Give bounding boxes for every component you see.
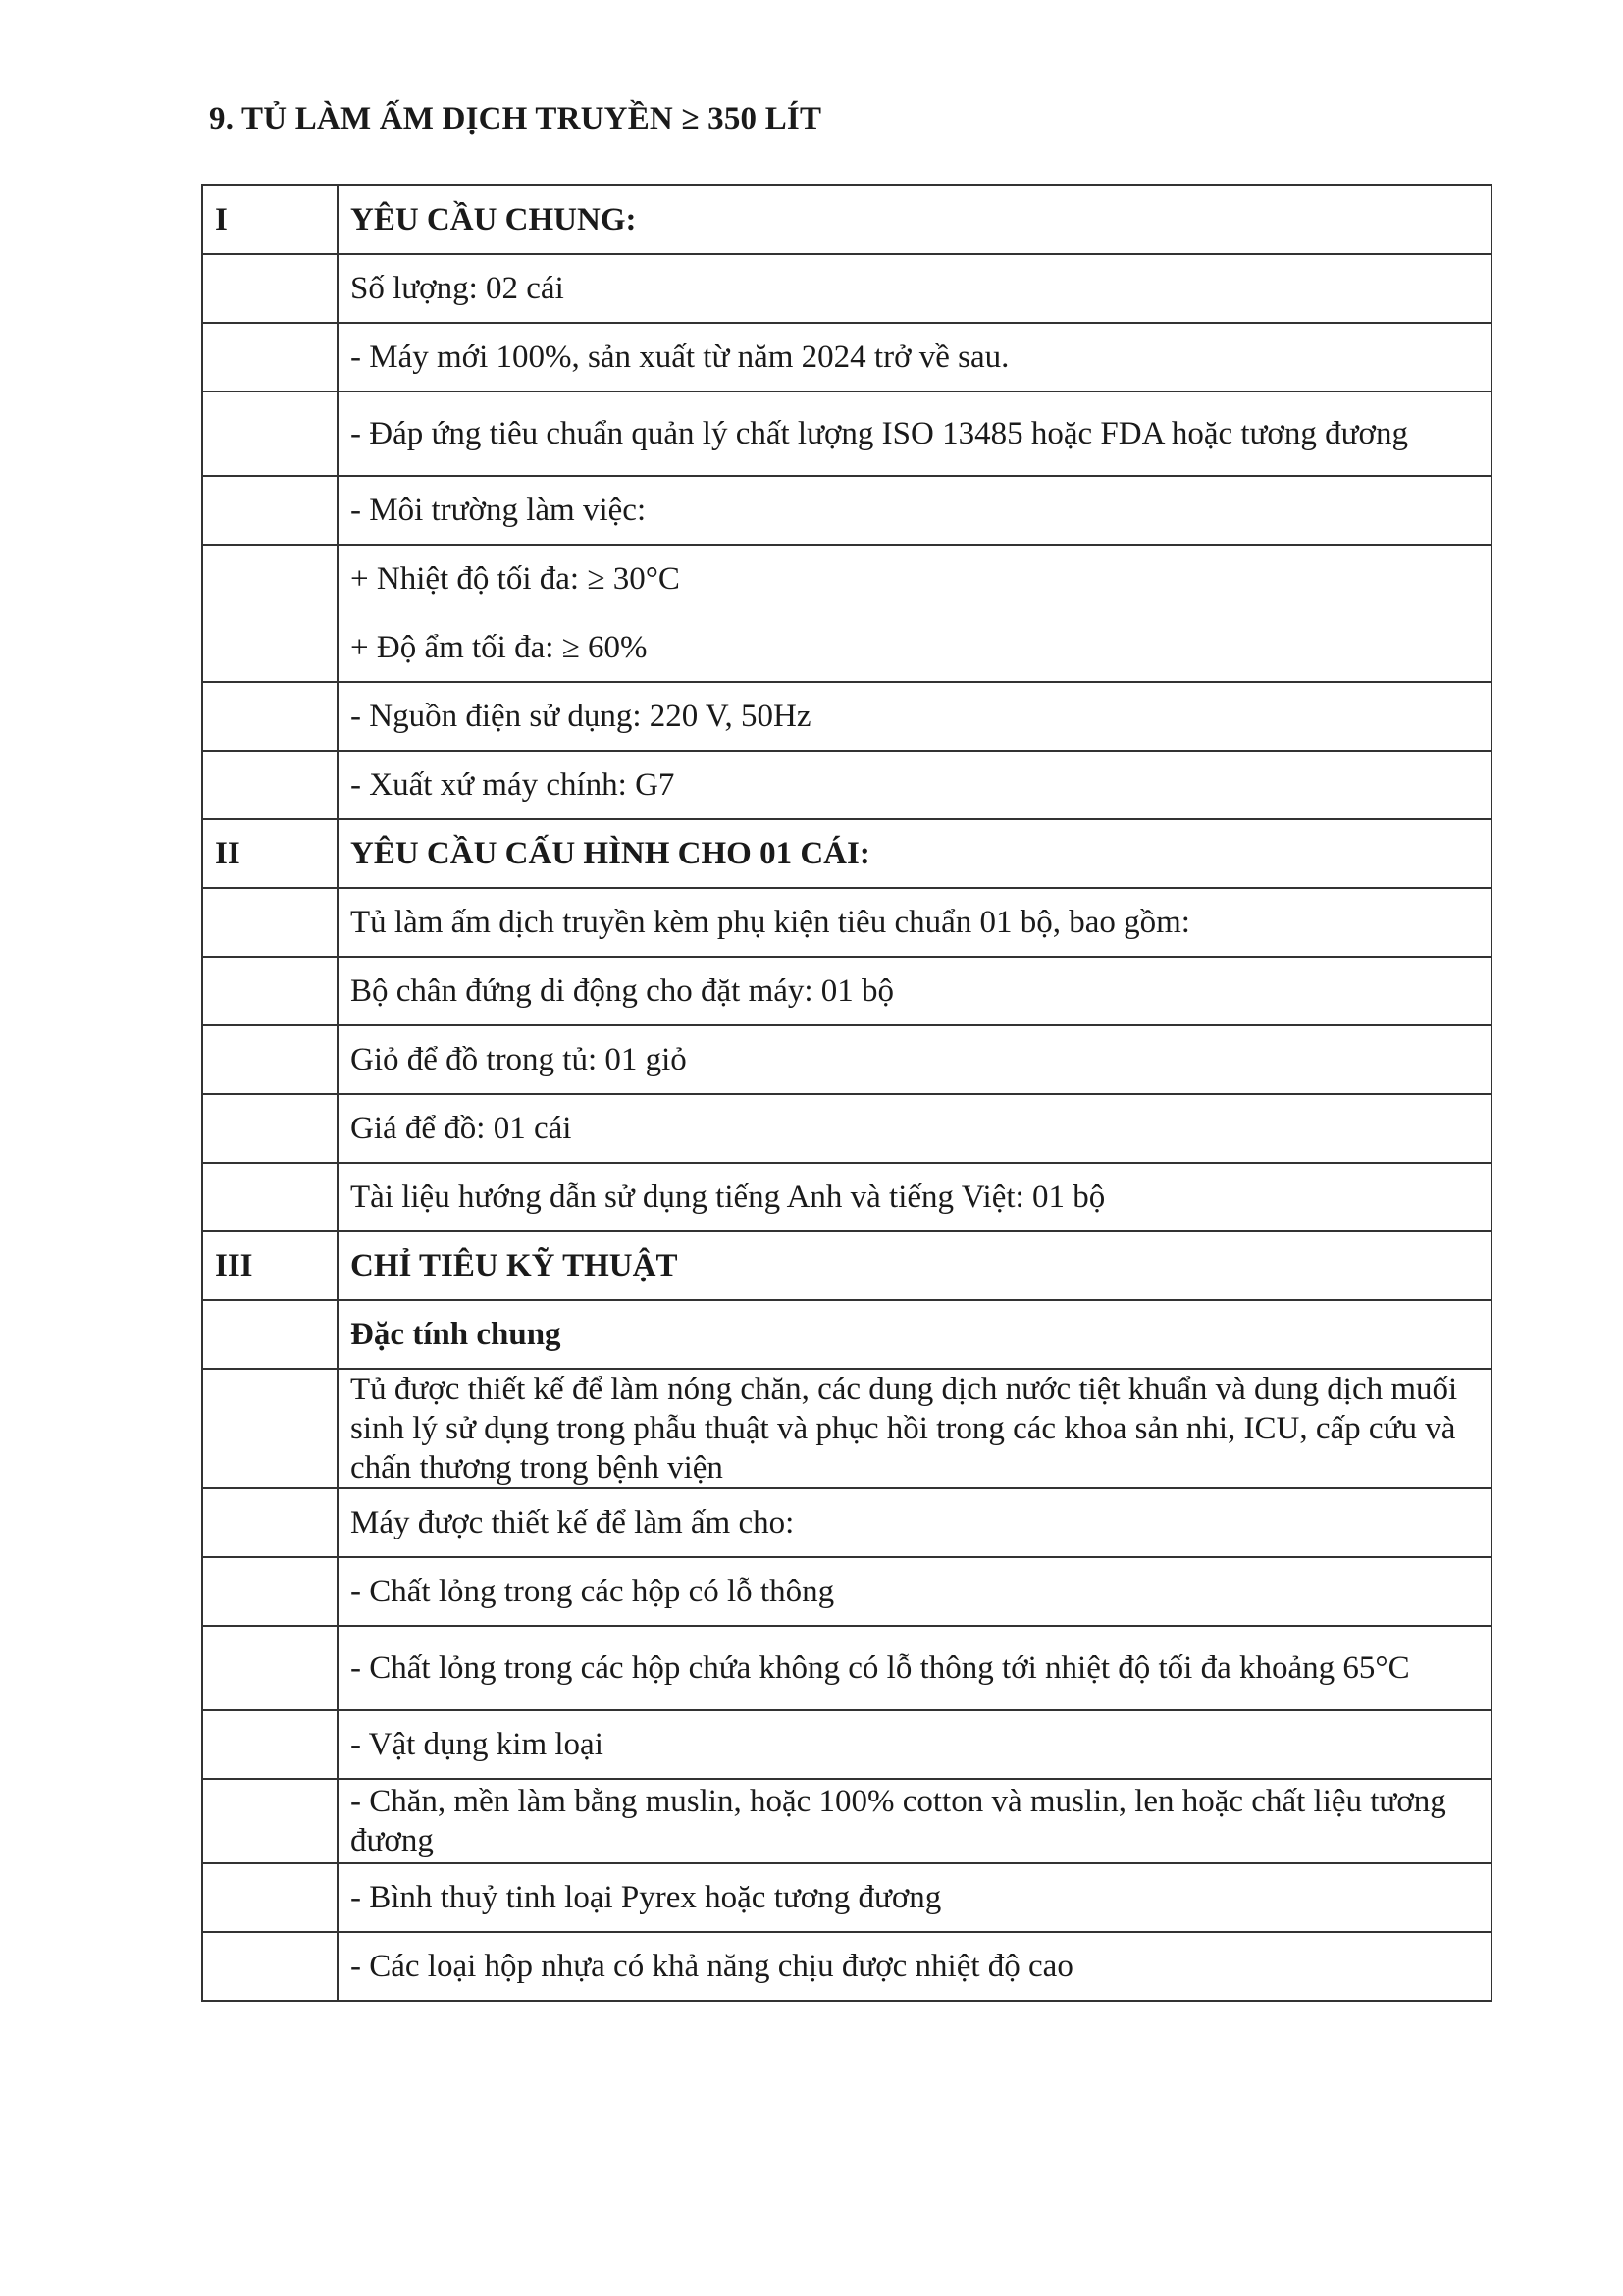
table-row — [202, 751, 1492, 819]
row-index — [202, 323, 338, 391]
row-text: Bộ chân đứng di động cho đặt máy: 01 bộ — [338, 957, 1492, 1025]
table-row — [202, 185, 1492, 254]
table-row — [202, 682, 1492, 751]
row-index: III — [202, 1231, 338, 1300]
row-text: Giá để đồ: 01 cái — [338, 1094, 1492, 1163]
table-row — [202, 1710, 1492, 1779]
row-text: Máy được thiết kế để làm ấm cho: — [338, 1488, 1492, 1557]
row-text: - Các loại hộp nhựa có khả năng chịu được nhiệt độ cao — [338, 1932, 1492, 2001]
table-row — [202, 1626, 1492, 1710]
table-row — [202, 391, 1492, 476]
table-row — [202, 476, 1492, 545]
row-text: - Chất lỏng trong các hộp có lỗ thông — [338, 1557, 1492, 1626]
table-row — [202, 1094, 1492, 1163]
row-text: Tủ được thiết kế để làm nóng chăn, các dung dịch nước tiệt khuẩn và dung dịch muối sinh lý sử dụng trong phẫu thuật và phục hồi trong các khoa sản nhi, ICU, cấp cứu và chấn thương trong bệnh viện — [338, 1369, 1492, 1488]
table-row — [202, 1163, 1492, 1231]
row-text: Giỏ để đồ trong tủ: 01 giỏ — [338, 1025, 1492, 1094]
row-index — [202, 476, 338, 545]
row-index — [202, 1300, 338, 1369]
row-index — [202, 1025, 338, 1094]
table-row — [202, 1488, 1492, 1557]
temperature-line: + Nhiệt độ tối đa: ≥ 30°C — [350, 561, 680, 597]
humidity-line: + Độ ẩm tối đa: ≥ 60% — [350, 630, 648, 665]
table-row — [202, 254, 1492, 323]
row-index — [202, 957, 338, 1025]
row-text: - Máy mới 100%, sản xuất từ năm 2024 trở về sau. — [338, 323, 1492, 391]
row-index — [202, 888, 338, 957]
row-index — [202, 254, 338, 323]
row-index — [202, 391, 338, 476]
document-title: 9. TỦ LÀM ẤM DỊCH TRUYỀN ≥ 350 LÍT — [209, 101, 822, 136]
row-text: - Đáp ứng tiêu chuẩn quản lý chất lượng ISO 13485 hoặc FDA hoặc tương đương — [338, 391, 1492, 476]
row-index — [202, 1369, 338, 1488]
row-text: - Môi trường làm việc: — [338, 476, 1492, 545]
row-index — [202, 1779, 338, 1863]
table-row — [202, 1932, 1492, 2001]
table-row — [202, 1231, 1492, 1300]
row-index — [202, 751, 338, 819]
table-row — [202, 1557, 1492, 1626]
row-text: Tủ làm ấm dịch truyền kèm phụ kiện tiêu chuẩn 01 bộ, bao gồm: — [338, 888, 1492, 957]
row-text: Tài liệu hướng dẫn sử dụng tiếng Anh và tiếng Việt: 01 bộ — [338, 1163, 1492, 1231]
table-row — [202, 1369, 1492, 1488]
row-text: - Vật dụng kim loại — [338, 1710, 1492, 1779]
row-text: - Xuất xứ máy chính: G7 — [338, 751, 1492, 819]
row-text: - Chăn, mền làm bằng muslin, hoặc 100% cotton và muslin, len hoặc chất liệu tương đương — [338, 1779, 1492, 1863]
row-index: II — [202, 819, 338, 888]
table-row — [202, 1300, 1492, 1369]
row-index — [202, 682, 338, 751]
row-index: I — [202, 185, 338, 254]
row-index — [202, 1710, 338, 1779]
spec-table — [201, 184, 1492, 2002]
row-index — [202, 1932, 338, 2001]
row-index — [202, 1163, 338, 1231]
row-index — [202, 1557, 338, 1626]
row-index — [202, 1863, 338, 1932]
row-text: - Nguồn điện sử dụng: 220 V, 50Hz — [338, 682, 1492, 751]
table-row — [202, 1025, 1492, 1094]
section-heading: YÊU CẦU CHUNG: — [338, 185, 1492, 254]
table-row — [202, 819, 1492, 888]
table-row — [202, 888, 1492, 957]
section-heading: CHỈ TIÊU KỸ THUẬT — [338, 1231, 1492, 1300]
row-index — [202, 1094, 338, 1163]
section-heading: YÊU CẦU CẤU HÌNH CHO 01 CÁI: — [338, 819, 1492, 888]
table-row — [202, 957, 1492, 1025]
row-index — [202, 545, 338, 682]
row-index — [202, 1488, 338, 1557]
conditions-cell — [338, 545, 1492, 682]
table-row — [202, 545, 1492, 682]
row-text: Số lượng: 02 cái — [338, 254, 1492, 323]
row-text: - Bình thuỷ tinh loại Pyrex hoặc tương đương — [338, 1863, 1492, 1932]
table-row — [202, 1863, 1492, 1932]
subsection-heading: Đặc tính chung — [338, 1300, 1492, 1369]
table-row — [202, 1779, 1492, 1863]
row-text: - Chất lỏng trong các hộp chứa không có lỗ thông tới nhiệt độ tối đa khoảng 65°C — [338, 1626, 1492, 1710]
row-index — [202, 1626, 338, 1710]
table-row — [202, 323, 1492, 391]
